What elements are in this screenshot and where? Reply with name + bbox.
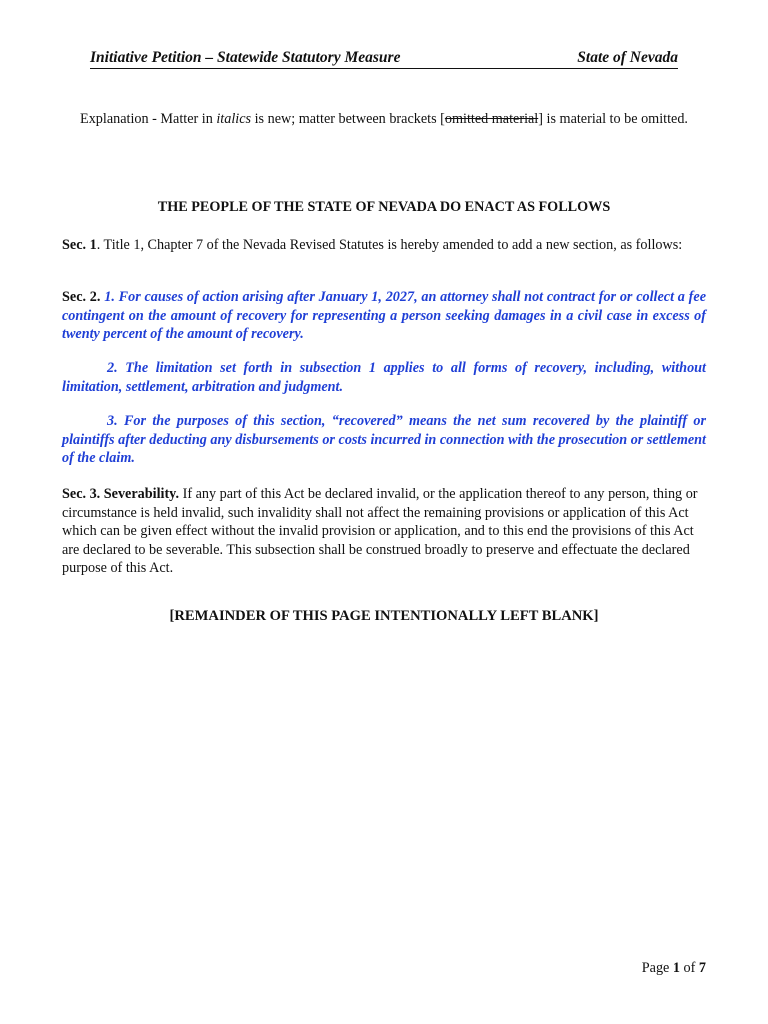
explanation-italics-word: italics [216, 111, 252, 127]
section-3-text: If any part of this Act be declared invalid, or the application thereof to any person, thing or circumstance is held invalid, such invalidity shall not affect the remaining provisions or application of this Act which can be given effect without the invalid provision or application, and to this end the provisions of this Act are declared to be severable. This subsection shall be construed broadly to preserve and effectuate the declared purpose of this Act. [62, 486, 698, 576]
explanation-struck-text: omitted material [444, 111, 539, 127]
header-state: State of Nevada [577, 49, 678, 66]
explanation-prefix: Explanation - Matter in [80, 111, 217, 127]
section-1-text: . Title 1, Chapter 7 of the Nevada Revised Statutes is hereby amended to add a new section, as follows: [96, 237, 683, 253]
page-current: 1 [672, 960, 680, 976]
enact-heading: THE PEOPLE OF THE STATE OF NEVADA DO ENACT AS FOLLOWS [157, 199, 611, 215]
explanation-middle: is new; matter between brackets [ [251, 111, 445, 127]
page-word: Page [641, 960, 673, 976]
section-2-subsection-3 [62, 412, 706, 468]
section-2-sub3-text: 3. For the purposes of this section, “recovered” means the net sum recovered by the plaintiff or plaintiffs after deducting any disbursements or costs incurred in connection with the prosecution or settlement of the claim. [62, 413, 706, 466]
section-1-label: Sec. 1 [62, 237, 97, 253]
page-header [90, 46, 678, 69]
header-title: Initiative Petition – Statewide Statutory Measure [90, 49, 401, 66]
page-total: 7 [698, 960, 706, 976]
page-number [642, 960, 706, 977]
explanation-suffix: ] is material to be omitted. [538, 111, 688, 127]
section-1 [62, 236, 706, 255]
section-2-subsection-2 [62, 359, 706, 396]
section-2-subsection-1 [62, 288, 706, 344]
remainder-notice: [REMAINDER OF THIS PAGE INTENTIONALLY LEFT BLANK] [169, 608, 599, 624]
section-2-label: Sec. 2. [62, 289, 101, 305]
section-3 [62, 485, 706, 578]
page-of-word: of [679, 960, 699, 976]
section-2-sub2-text: 2. The limitation set forth in subsection 1 applies to all forms of recovery, including, without limitation, settlement, arbitration and judgment. [62, 360, 706, 395]
explanation-note [62, 110, 706, 128]
section-3-label: Sec. 3. Severability. [62, 486, 180, 502]
section-2-sub1-text: 1. For causes of action arising after January 1, 2027, an attorney shall not contract for or collect a fee contingent on the amount of recovery for representing a person seeking damages in a civil case in excess of twenty percent of the amount of recovery. [62, 289, 706, 342]
